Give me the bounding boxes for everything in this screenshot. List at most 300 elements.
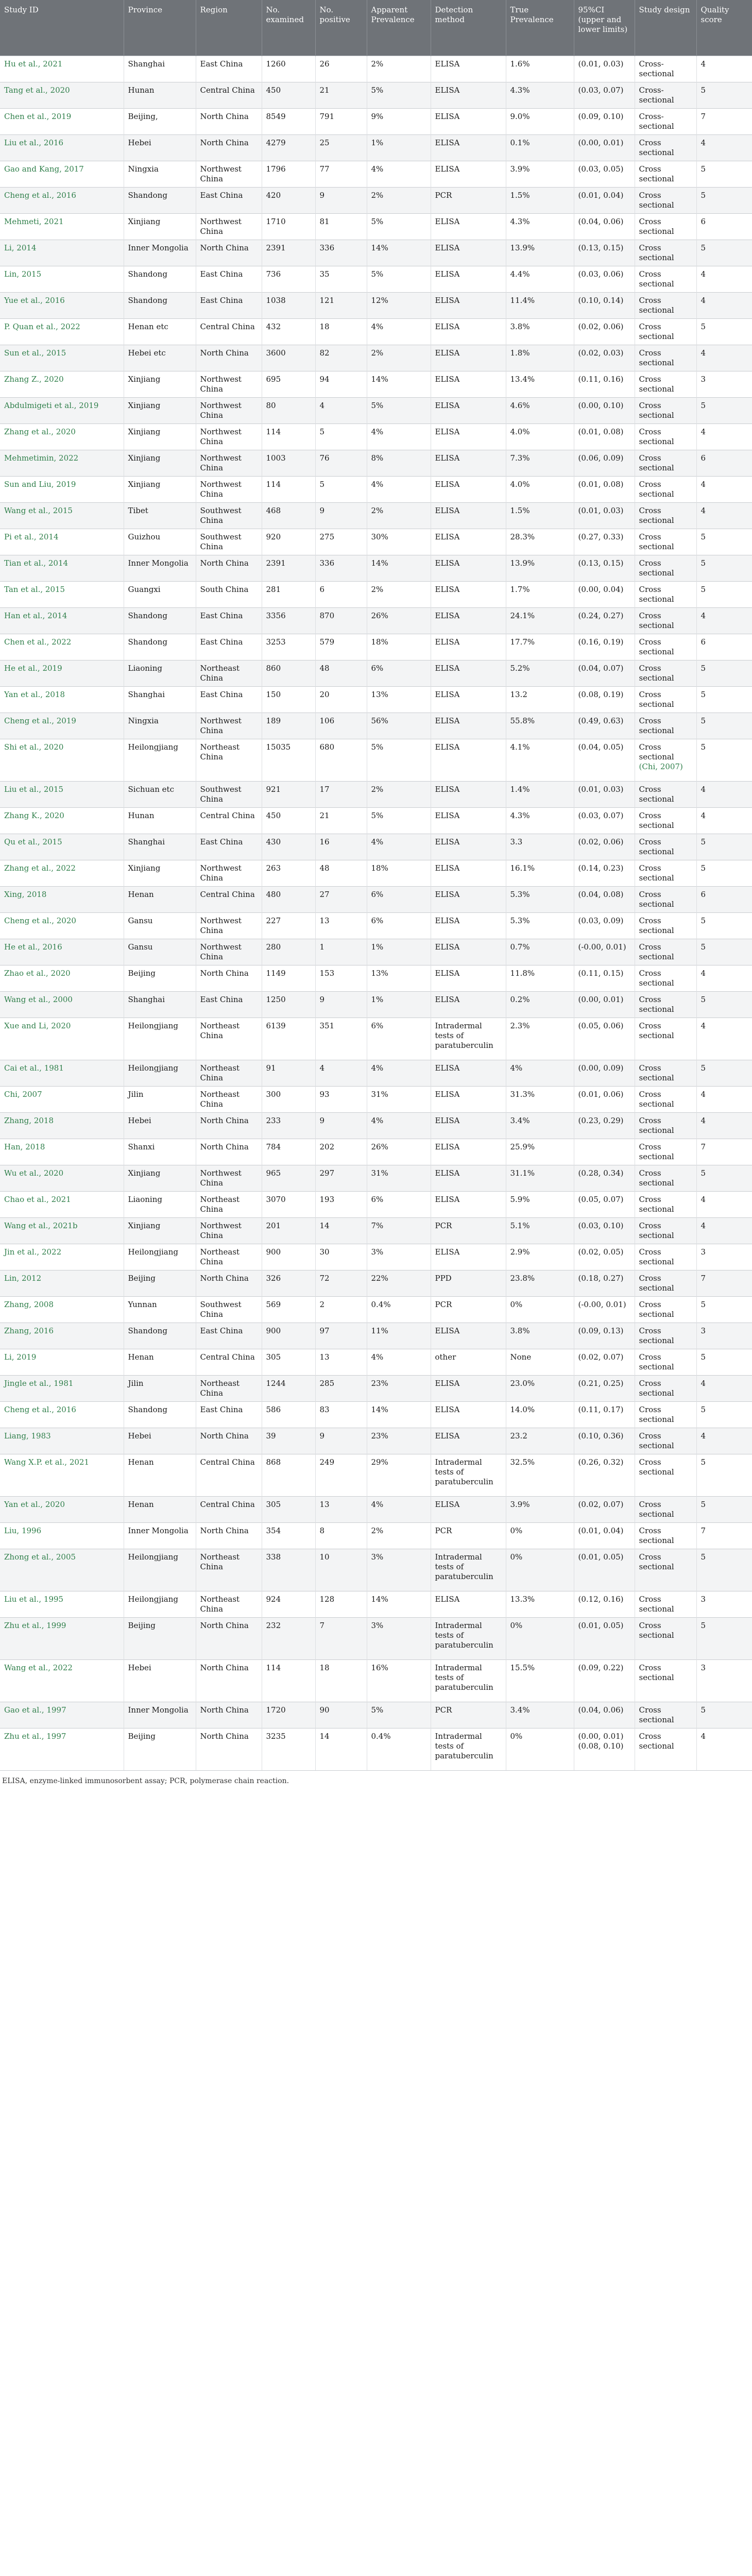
- table-row: [0, 56, 752, 82]
- cell-apparent-prevalence: 6%: [367, 1018, 431, 1060]
- cell-province: Inner Mongolia: [124, 240, 196, 266]
- cell-detection-method: ELISA: [431, 1591, 506, 1617]
- cell-province: Inner Mongolia: [124, 1522, 196, 1549]
- cell-study-id[interactable]: Chao et al., 2021: [0, 1191, 124, 1217]
- cell-ci-interval: (0.02, 0.07): [574, 1496, 635, 1522]
- cell-no-positive: 202: [315, 1139, 367, 1165]
- cell-true-prevalence: 5.2%: [506, 660, 574, 686]
- cell-study-id[interactable]: Wang et al., 2000: [0, 991, 124, 1018]
- cell-no-positive: 9: [315, 1428, 367, 1454]
- cell-true-prevalence: 3.9%: [506, 161, 574, 187]
- cell-apparent-prevalence: 9%: [367, 108, 431, 134]
- cell-study-id[interactable]: Zhang, 2016: [0, 1323, 124, 1349]
- cell-no-examined: 921: [262, 781, 315, 807]
- cell-no-examined: 1244: [262, 1375, 315, 1401]
- cell-region: Northeast China: [196, 1060, 262, 1086]
- cell-quality-score: 5: [696, 660, 752, 686]
- cell-province: Tibet: [124, 502, 196, 529]
- cell-province: Shanghai: [124, 56, 196, 82]
- cell-study-id[interactable]: Chen et al., 2019: [0, 108, 124, 134]
- column-header: Study design: [635, 0, 696, 56]
- table-row: [0, 1522, 752, 1549]
- cell-study-id[interactable]: P. Quan et al., 2022: [0, 318, 124, 345]
- cell-ci-interval: (0.05, 0.07): [574, 1191, 635, 1217]
- cell-study-id[interactable]: Yan et al., 2020: [0, 1496, 124, 1522]
- cell-detection-method: other: [431, 1349, 506, 1375]
- cell-study-id[interactable]: Zhu et al., 1997: [0, 1728, 124, 1770]
- cell-study-design: Cross sectional: [635, 213, 696, 240]
- cell-province: Beijing: [124, 1728, 196, 1770]
- cell-detection-method: ELISA: [431, 686, 506, 713]
- cell-study-id[interactable]: Pi et al., 2014: [0, 529, 124, 555]
- cell-true-prevalence: 17.7%: [506, 634, 574, 660]
- cell-apparent-prevalence: 2%: [367, 187, 431, 213]
- cell-study-id[interactable]: Hu et al., 2021: [0, 56, 124, 82]
- cell-province: Heilongjiang: [124, 1591, 196, 1617]
- cell-quality-score: 5: [696, 318, 752, 345]
- cell-region: North China: [196, 240, 262, 266]
- cell-ci-interval: (0.03, 0.05): [574, 161, 635, 187]
- cell-ci-interval: (0.10, 0.36): [574, 1428, 635, 1454]
- cell-quality-score: 4: [696, 134, 752, 161]
- cell-true-prevalence: 23.0%: [506, 1375, 574, 1401]
- cell-study-id[interactable]: Mehmeti, 2021: [0, 213, 124, 240]
- cell-region: Northwest China: [196, 860, 262, 886]
- cell-study-id[interactable]: Cheng et al., 2020: [0, 912, 124, 939]
- cell-study-id[interactable]: Han et al., 2014: [0, 607, 124, 634]
- cell-province: Heilongjiang: [124, 739, 196, 781]
- cell-true-prevalence: 1.6%: [506, 56, 574, 82]
- cell-apparent-prevalence: 4%: [367, 476, 431, 502]
- cell-study-design: Cross sectional: [635, 345, 696, 371]
- table-row: [0, 555, 752, 581]
- cell-province: Xinjiang: [124, 1217, 196, 1244]
- table-header: [0, 0, 752, 56]
- cell-true-prevalence: 3.4%: [506, 1112, 574, 1139]
- cell-study-id[interactable]: Cheng et al., 2016: [0, 1401, 124, 1428]
- cell-ci-interval: (0.09, 0.10): [574, 108, 635, 134]
- cell-ci-interval: (0.14, 0.23): [574, 860, 635, 886]
- cell-detection-method: ELISA: [431, 134, 506, 161]
- cell-study-id[interactable]: Wu et al., 2020: [0, 1165, 124, 1191]
- cell-no-examined: 150: [262, 686, 315, 713]
- cell-detection-method: Intradermal tests of paratuberculin: [431, 1018, 506, 1060]
- cell-study-design: Cross sectional: [635, 1702, 696, 1728]
- cell-province: Xinjiang: [124, 213, 196, 240]
- cell-apparent-prevalence: 5%: [367, 266, 431, 292]
- cell-ci-interval: (0.11, 0.17): [574, 1401, 635, 1428]
- cell-study-design: Cross sectional: [635, 1401, 696, 1428]
- cell-study-id[interactable]: Zhang et al., 2022: [0, 860, 124, 886]
- cell-quality-score: 4: [696, 1018, 752, 1060]
- cell-study-id[interactable]: Tan et al., 2015: [0, 581, 124, 607]
- cell-region: North China: [196, 1522, 262, 1549]
- cell-study-id[interactable]: Liu et al., 2015: [0, 781, 124, 807]
- cell-province: Hebei: [124, 134, 196, 161]
- cell-ci-interval: (0.18, 0.27): [574, 1270, 635, 1296]
- cell-region: North China: [196, 345, 262, 371]
- cell-province: Shandong: [124, 292, 196, 318]
- cell-detection-method: ELISA: [431, 555, 506, 581]
- table-row: [0, 781, 752, 807]
- cell-study-id[interactable]: Zhao et al., 2020: [0, 965, 124, 991]
- cell-true-prevalence: 13.2: [506, 686, 574, 713]
- cell-apparent-prevalence: 12%: [367, 292, 431, 318]
- cell-detection-method: ELISA: [431, 213, 506, 240]
- cell-ci-interval: (0.10, 0.14): [574, 292, 635, 318]
- cell-study-id[interactable]: Zhang K., 2020: [0, 807, 124, 834]
- cell-study-id[interactable]: Cheng et al., 2019: [0, 713, 124, 739]
- cell-region: North China: [196, 108, 262, 134]
- cell-study-id[interactable]: Han, 2018: [0, 1139, 124, 1165]
- cell-study-id[interactable]: Sun and Liu, 2019: [0, 476, 124, 502]
- cell-region: Northwest China: [196, 397, 262, 423]
- cell-detection-method: ELISA: [431, 834, 506, 860]
- cell-study-id[interactable]: Xing, 2018: [0, 886, 124, 912]
- cell-detection-method: ELISA: [431, 739, 506, 781]
- cell-study-id[interactable]: Yan et al., 2018: [0, 686, 124, 713]
- cell-ci-interval: (0.00, 0.01): [574, 134, 635, 161]
- cell-region: East China: [196, 607, 262, 634]
- cell-quality-score: 6: [696, 634, 752, 660]
- cell-apparent-prevalence: 14%: [367, 555, 431, 581]
- cell-no-examined: 3600: [262, 345, 315, 371]
- cell-detection-method: ELISA: [431, 1323, 506, 1349]
- cell-quality-score: 7: [696, 1270, 752, 1296]
- cell-study-design: Cross sectional (Chi, 2007): [635, 739, 696, 781]
- table-row: [0, 886, 752, 912]
- cell-study-id[interactable]: Mehmetimin, 2022: [0, 450, 124, 476]
- cell-study-id[interactable]: Zhang et al., 2020: [0, 423, 124, 450]
- table-row: [0, 502, 752, 529]
- cell-study-design: Cross sectional: [635, 912, 696, 939]
- cell-apparent-prevalence: 2%: [367, 1522, 431, 1549]
- cell-study-design: Cross sectional: [635, 1296, 696, 1323]
- cell-study-id[interactable]: Xue and Li, 2020: [0, 1018, 124, 1060]
- cell-no-positive: 6: [315, 581, 367, 607]
- cell-apparent-prevalence: 18%: [367, 634, 431, 660]
- cell-true-prevalence: 4.0%: [506, 476, 574, 502]
- cell-no-examined: 305: [262, 1349, 315, 1375]
- cell-region: East China: [196, 187, 262, 213]
- cell-study-id[interactable]: Cai et al., 1981: [0, 1060, 124, 1086]
- cell-study-id[interactable]: Li, 2014: [0, 240, 124, 266]
- cell-no-examined: 784: [262, 1139, 315, 1165]
- table-row: [0, 1112, 752, 1139]
- cell-apparent-prevalence: 14%: [367, 371, 431, 397]
- table-row: [0, 318, 752, 345]
- cell-true-prevalence: 0.1%: [506, 134, 574, 161]
- cell-no-examined: 281: [262, 581, 315, 607]
- cell-study-id[interactable]: Wang et al., 2022: [0, 1659, 124, 1702]
- cell-no-positive: 5: [315, 423, 367, 450]
- cell-study-design: Cross sectional: [635, 1617, 696, 1659]
- cell-no-positive: 13: [315, 912, 367, 939]
- cell-detection-method: ELISA: [431, 423, 506, 450]
- cell-true-prevalence: 3.8%: [506, 1323, 574, 1349]
- cell-apparent-prevalence: 2%: [367, 581, 431, 607]
- cell-no-examined: 430: [262, 834, 315, 860]
- cell-true-prevalence: 4.3%: [506, 82, 574, 108]
- cell-apparent-prevalence: 22%: [367, 1270, 431, 1296]
- cell-no-examined: 326: [262, 1270, 315, 1296]
- inline-citation[interactable]: (Chi, 2007): [639, 761, 683, 771]
- table-row: [0, 739, 752, 781]
- cell-ci-interval: (0.09, 0.22): [574, 1659, 635, 1702]
- cell-province: Sichuan etc: [124, 781, 196, 807]
- cell-province: Xinjiang: [124, 423, 196, 450]
- cell-apparent-prevalence: 5%: [367, 739, 431, 781]
- cell-detection-method: ELISA: [431, 1401, 506, 1428]
- cell-study-id[interactable]: Jingle et al., 1981: [0, 1375, 124, 1401]
- cell-ci-interval: (0.05, 0.06): [574, 1018, 635, 1060]
- cell-region: Northwest China: [196, 371, 262, 397]
- cell-true-prevalence: 13.9%: [506, 240, 574, 266]
- cell-quality-score: 3: [696, 1323, 752, 1349]
- cell-apparent-prevalence: 2%: [367, 345, 431, 371]
- cell-study-id[interactable]: Li, 2019: [0, 1349, 124, 1375]
- cell-apparent-prevalence: 29%: [367, 1454, 431, 1496]
- cell-region: Northwest China: [196, 713, 262, 739]
- table-row: [0, 1617, 752, 1659]
- cell-study-id[interactable]: Cheng et al., 2016: [0, 187, 124, 213]
- cell-study-design: Cross sectional: [635, 660, 696, 686]
- cell-detection-method: ELISA: [431, 318, 506, 345]
- cell-no-positive: 336: [315, 555, 367, 581]
- cell-no-examined: 6139: [262, 1018, 315, 1060]
- cell-quality-score: 5: [696, 1549, 752, 1591]
- cell-no-examined: 3253: [262, 634, 315, 660]
- cell-region: Northeast China: [196, 739, 262, 781]
- cell-true-prevalence: 5.3%: [506, 886, 574, 912]
- cell-province: Xinjiang: [124, 860, 196, 886]
- cell-region: Northeast China: [196, 1191, 262, 1217]
- cell-study-id[interactable]: Gao et al., 1997: [0, 1702, 124, 1728]
- cell-detection-method: Intradermal tests of paratuberculin: [431, 1549, 506, 1591]
- cell-province: Heilongjiang: [124, 1018, 196, 1060]
- cell-detection-method: ELISA: [431, 397, 506, 423]
- cell-quality-score: 5: [696, 912, 752, 939]
- table-row: [0, 529, 752, 555]
- cell-study-id[interactable]: Lin, 2012: [0, 1270, 124, 1296]
- table-row: [0, 108, 752, 134]
- cell-no-examined: 233: [262, 1112, 315, 1139]
- column-header: 95%CI (upper and lower limits): [574, 0, 635, 56]
- cell-study-id[interactable]: Liu, 1996: [0, 1522, 124, 1549]
- table-row: [0, 345, 752, 371]
- cell-true-prevalence: 1.4%: [506, 781, 574, 807]
- cell-no-positive: 93: [315, 1086, 367, 1112]
- cell-quality-score: 6: [696, 886, 752, 912]
- cell-study-id[interactable]: Liang, 1983: [0, 1428, 124, 1454]
- cell-ci-interval: (0.11, 0.16): [574, 371, 635, 397]
- table-row: [0, 1244, 752, 1270]
- cell-region: Central China: [196, 1349, 262, 1375]
- table-row: [0, 423, 752, 450]
- cell-study-id[interactable]: Wang X.P. et al., 2021: [0, 1454, 124, 1496]
- cell-ci-interval: (0.11, 0.15): [574, 965, 635, 991]
- cell-quality-score: 5: [696, 161, 752, 187]
- cell-quality-score: 5: [696, 860, 752, 886]
- cell-study-design: Cross sectional: [635, 713, 696, 739]
- cell-true-prevalence: 15.5%: [506, 1659, 574, 1702]
- cell-no-examined: 114: [262, 1659, 315, 1702]
- cell-region: East China: [196, 266, 262, 292]
- cell-study-id[interactable]: Liu et al., 2016: [0, 134, 124, 161]
- cell-no-positive: 13: [315, 1349, 367, 1375]
- cell-study-id[interactable]: He et al., 2019: [0, 660, 124, 686]
- cell-apparent-prevalence: 1%: [367, 939, 431, 965]
- cell-study-design: Cross sectional: [635, 991, 696, 1018]
- table-row: [0, 134, 752, 161]
- cell-true-prevalence: 4.1%: [506, 739, 574, 781]
- cell-ci-interval: (0.23, 0.29): [574, 1112, 635, 1139]
- cell-province: Hebei: [124, 1112, 196, 1139]
- cell-region: East China: [196, 686, 262, 713]
- cell-study-id[interactable]: Abdulmigeti et al., 2019: [0, 397, 124, 423]
- cell-no-examined: 432: [262, 318, 315, 345]
- cell-province: Shandong: [124, 634, 196, 660]
- cell-ci-interval: (0.04, 0.07): [574, 660, 635, 686]
- cell-region: Northeast China: [196, 1244, 262, 1270]
- cell-study-id[interactable]: Gao and Kang, 2017: [0, 161, 124, 187]
- cell-quality-score: 5: [696, 1454, 752, 1496]
- cell-no-positive: 9: [315, 1112, 367, 1139]
- table-row: [0, 1296, 752, 1323]
- cell-no-positive: 97: [315, 1323, 367, 1349]
- cell-detection-method: ELISA: [431, 240, 506, 266]
- cell-ci-interval: (0.00, 0.01) (0.08, 0.10): [574, 1728, 635, 1770]
- table-row: [0, 634, 752, 660]
- cell-no-positive: 77: [315, 161, 367, 187]
- cell-ci-interval: (0.02, 0.03): [574, 345, 635, 371]
- cell-no-examined: 114: [262, 476, 315, 502]
- cell-detection-method: ELISA: [431, 529, 506, 555]
- cell-no-examined: 1038: [262, 292, 315, 318]
- cell-study-id[interactable]: Zhang Z., 2020: [0, 371, 124, 397]
- table-row: [0, 1060, 752, 1086]
- cell-region: Northwest China: [196, 423, 262, 450]
- table-row: [0, 1702, 752, 1728]
- column-header: Region: [196, 0, 262, 56]
- cell-study-id[interactable]: Tian et al., 2014: [0, 555, 124, 581]
- cell-study-id[interactable]: Chen et al., 2022: [0, 634, 124, 660]
- cell-province: Hunan: [124, 807, 196, 834]
- cell-true-prevalence: 3.3: [506, 834, 574, 860]
- cell-detection-method: PPD: [431, 1270, 506, 1296]
- cell-study-id[interactable]: Yue et al., 2016: [0, 292, 124, 318]
- cell-no-positive: 20: [315, 686, 367, 713]
- cell-study-design: Cross sectional: [635, 1375, 696, 1401]
- cell-ci-interval: (0.01, 0.06): [574, 1086, 635, 1112]
- cell-province: Jilin: [124, 1375, 196, 1401]
- cell-province: Shanghai: [124, 834, 196, 860]
- cell-no-examined: 232: [262, 1617, 315, 1659]
- cell-study-id[interactable]: Zhang, 2008: [0, 1296, 124, 1323]
- cell-study-design: Cross sectional: [635, 1165, 696, 1191]
- cell-region: Northwest China: [196, 912, 262, 939]
- cell-quality-score: 5: [696, 1617, 752, 1659]
- cell-province: Xinjiang: [124, 1165, 196, 1191]
- cell-detection-method: Intradermal tests of paratuberculin: [431, 1659, 506, 1702]
- cell-true-prevalence: 1.5%: [506, 502, 574, 529]
- cell-no-positive: 8: [315, 1522, 367, 1549]
- cell-no-positive: 9: [315, 187, 367, 213]
- cell-ci-interval: (0.00, 0.04): [574, 581, 635, 607]
- cell-apparent-prevalence: 3%: [367, 1244, 431, 1270]
- cell-study-id[interactable]: He et al., 2016: [0, 939, 124, 965]
- cell-apparent-prevalence: 6%: [367, 886, 431, 912]
- cell-study-design: Cross sectional: [635, 318, 696, 345]
- cell-true-prevalence: 1.8%: [506, 345, 574, 371]
- cell-detection-method: ELISA: [431, 1428, 506, 1454]
- cell-true-prevalence: 4.4%: [506, 266, 574, 292]
- cell-study-design: Cross sectional: [635, 1496, 696, 1522]
- cell-ci-interval: (0.01, 0.08): [574, 423, 635, 450]
- cell-detection-method: ELISA: [431, 1086, 506, 1112]
- cell-no-examined: 201: [262, 1217, 315, 1244]
- cell-detection-method: ELISA: [431, 266, 506, 292]
- cell-province: Shanghai: [124, 686, 196, 713]
- cell-province: Beijing: [124, 965, 196, 991]
- cell-study-design: Cross sectional: [635, 886, 696, 912]
- cell-quality-score: 7: [696, 108, 752, 134]
- cell-province: Hebei etc: [124, 345, 196, 371]
- column-header: Quality score: [696, 0, 752, 56]
- cell-study-id[interactable]: Shi et al., 2020: [0, 739, 124, 781]
- table-row: [0, 1591, 752, 1617]
- cell-ci-interval: (0.01, 0.04): [574, 187, 635, 213]
- table-row: [0, 807, 752, 834]
- cell-ci-interval: (0.04, 0.08): [574, 886, 635, 912]
- cell-study-design: Cross sectional: [635, 1060, 696, 1086]
- cell-region: Northwest China: [196, 1165, 262, 1191]
- cell-study-design: Cross sectional: [635, 240, 696, 266]
- cell-ci-interval: (0.02, 0.06): [574, 834, 635, 860]
- cell-study-id[interactable]: Qu et al., 2015: [0, 834, 124, 860]
- cell-region: Northeast China: [196, 1086, 262, 1112]
- cell-region: East China: [196, 1323, 262, 1349]
- cell-province: Ningxia: [124, 713, 196, 739]
- cell-study-id[interactable]: Zhong et al., 2005: [0, 1549, 124, 1591]
- cell-province: Heilongjiang: [124, 1244, 196, 1270]
- cell-study-id[interactable]: Chi, 2007: [0, 1086, 124, 1112]
- cell-quality-score: 5: [696, 187, 752, 213]
- cell-province: Shandong: [124, 1323, 196, 1349]
- cell-study-design: Cross sectional: [635, 581, 696, 607]
- cell-study-id[interactable]: Liu et al., 1995: [0, 1591, 124, 1617]
- cell-apparent-prevalence: 0.4%: [367, 1728, 431, 1770]
- cell-study-id[interactable]: Zhang, 2018: [0, 1112, 124, 1139]
- cell-study-id[interactable]: Lin, 2015: [0, 266, 124, 292]
- cell-study-id[interactable]: Sun et al., 2015: [0, 345, 124, 371]
- cell-study-id[interactable]: Tang et al., 2020: [0, 82, 124, 108]
- cell-study-id[interactable]: Jin et al., 2022: [0, 1244, 124, 1270]
- cell-study-id[interactable]: Wang et al., 2015: [0, 502, 124, 529]
- cell-province: Beijing: [124, 1617, 196, 1659]
- cell-study-id[interactable]: Zhu et al., 1999: [0, 1617, 124, 1659]
- cell-study-design: Cross sectional: [635, 529, 696, 555]
- cell-no-examined: 480: [262, 886, 315, 912]
- cell-ci-interval: (0.01, 0.03): [574, 56, 635, 82]
- cell-region: Northwest China: [196, 939, 262, 965]
- cell-no-examined: 586: [262, 1401, 315, 1428]
- cell-study-id[interactable]: Wang et al., 2021b: [0, 1217, 124, 1244]
- cell-study-design: Cross sectional: [635, 965, 696, 991]
- cell-no-examined: 420: [262, 187, 315, 213]
- cell-ci-interval: [574, 1139, 635, 1165]
- cell-study-design: Cross sectional: [635, 1549, 696, 1591]
